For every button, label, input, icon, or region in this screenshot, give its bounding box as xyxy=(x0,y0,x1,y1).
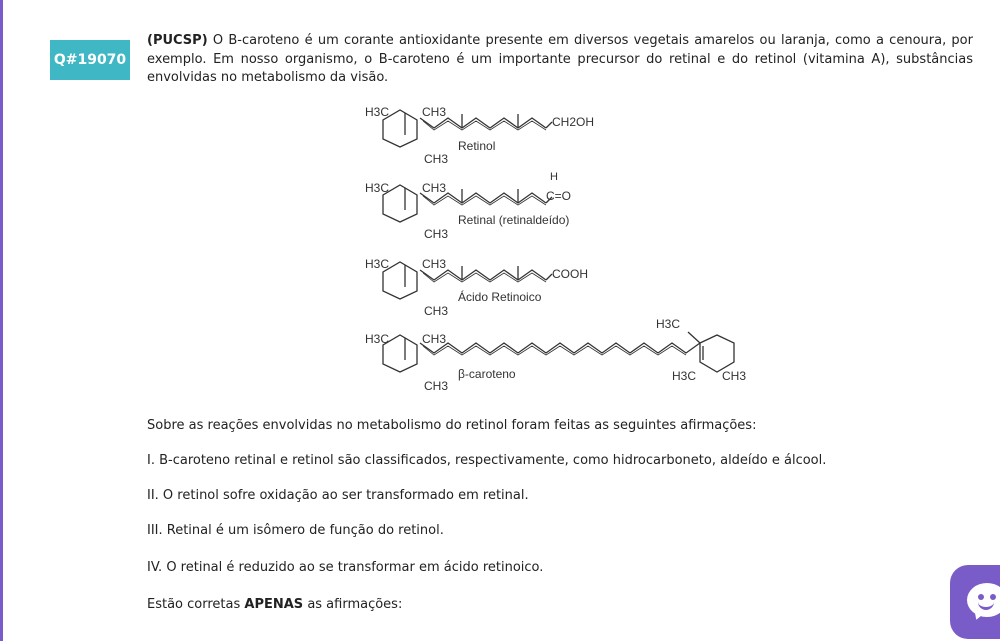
chemical-structures-svg xyxy=(360,100,760,400)
question-statement xyxy=(147,32,973,88)
prompt-emphasis: APENAS xyxy=(244,597,304,612)
statement-iii: III. Retinal é um isômero de função do retinol. xyxy=(147,523,444,538)
statement-ii: II. O retinol sofre oxidação ao ser transformado em retinal. xyxy=(147,488,529,503)
prompt-prefix: Estão corretas xyxy=(147,597,241,612)
label-ch2oh: CH2OH xyxy=(552,115,595,129)
label-retinol: Retinol xyxy=(458,139,496,153)
label-h3c-6: H3C xyxy=(672,369,697,383)
chat-widget-button[interactable] xyxy=(950,565,1000,639)
label-ch3-4a: CH3 xyxy=(422,332,447,346)
statement-iv: IV. O retinal é reduzido ao se transformar em ácido retinoico. xyxy=(147,560,544,575)
question-id-badge: Q#19070 xyxy=(50,40,130,80)
answer-prompt xyxy=(147,597,973,612)
question-source: (PUCSP) xyxy=(147,33,208,48)
label-ch3-1a: CH3 xyxy=(422,105,447,119)
statement-i: I. B-caroteno retinal e retinol são classificados, respectivamente, como hidrocarboneto, aldeído e álcool. xyxy=(147,453,827,468)
label-acid: Ácido Retinoico xyxy=(458,290,542,304)
label-ch3-5: CH3 xyxy=(722,369,747,383)
label-h3c-2: H3C xyxy=(365,181,390,195)
label-beta: β-caroteno xyxy=(458,367,516,381)
label-cooh: COOH xyxy=(552,267,588,281)
label-h3c-3: H3C xyxy=(365,257,390,271)
label-ch3-4b: CH3 xyxy=(424,379,449,393)
question-text: O B-caroteno é um corante antioxidante presente em diversos vegetais amarelos ou laranja, como a cenoura, por exemplo. Em nosso organismo, o B-caroteno é um importante precursor do retinal e do retinol (vitamina A), substâncias envolvidas no metabolismo da visão. xyxy=(147,33,973,85)
retinoic-acid-structure xyxy=(365,257,588,318)
label-h3c-5: H3C xyxy=(656,317,681,331)
chemical-structures-figure xyxy=(360,100,760,400)
label-ch3-3b: CH3 xyxy=(424,304,449,318)
label-ch3-2a: CH3 xyxy=(422,181,447,195)
label-retinal: Retinal (retinaldeído) xyxy=(458,213,570,227)
retinol-structure xyxy=(365,105,594,166)
label-h3c-4: H3C xyxy=(365,332,390,346)
label-h: H xyxy=(550,171,558,183)
prompt-suffix: as afirmações: xyxy=(307,597,403,612)
label-ch3-2b: CH3 xyxy=(424,227,449,241)
label-ch3-1b: CH3 xyxy=(424,152,449,166)
label-h3c-1: H3C xyxy=(365,105,390,119)
label-cho: C=O xyxy=(546,189,572,203)
retinal-structure xyxy=(365,171,571,241)
statements-intro: Sobre as reações envolvidas no metabolismo do retinol foram feitas as seguintes afirmações: xyxy=(147,418,757,433)
beta-carotene-structure xyxy=(365,317,746,393)
left-accent-bar xyxy=(0,0,3,641)
label-ch3-3a: CH3 xyxy=(422,257,447,271)
